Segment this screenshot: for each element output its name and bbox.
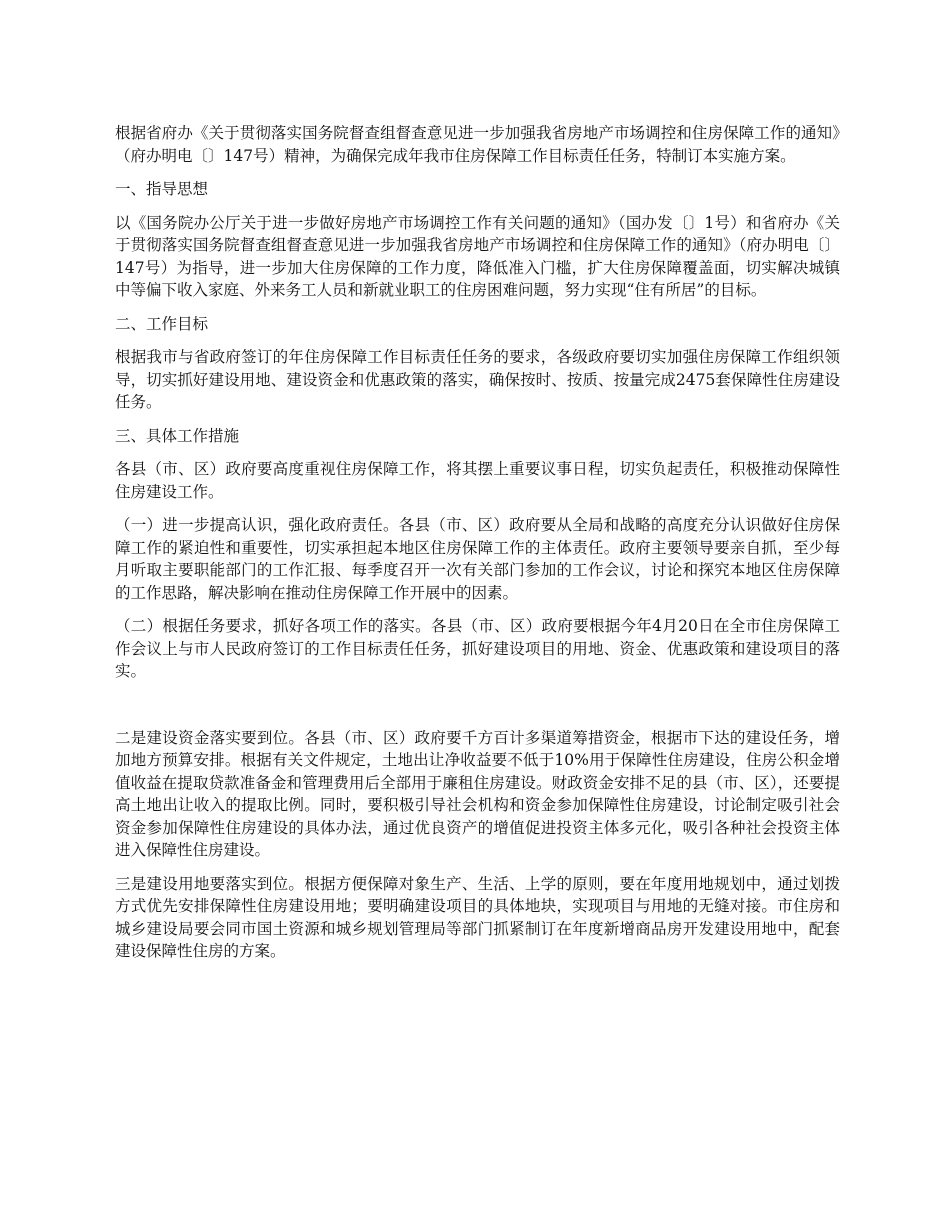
funding-paragraph: 二是建设资金落实要到位。各县（市、区）政府要千方百计多渠道筹措资金，根据市下达的建设任务，增加地方预算安排。根据有关文件规定，土地出让净收益要不低于10%用于保障性住房建设，住房公积金增值收益在提取贷款准备金和管理费用后全部用于廉租住房建设。财政资金安排不足的县（市、区），还要提高土地出让收入的提取比例。同时，要积极引导社会机构和资金参加保障性住房建设，讨论制定吸引社会资金参加保障性住房建设的具体办法，通过优良资产的增值促进投资主体多元化，吸引各种社会投资主体进入保障性住房建设。 <box>115 728 840 859</box>
measure-one-paragraph: （一）进一步提高认识，强化政府责任。各县（市、区）政府要从全局和战略的高度充分认识做好住房保障工作的紧迫性和重要性，切实承担起本地区住房保障工作的主体责任。政府主要领导要亲自抓，至少每月听取主要职能部门的工作汇报、每季度召开一次有关部门参加的工作会议，讨论和探究本地区住房保障的工作思路，解决影响在推动住房保障工作开展中的因素。 <box>115 516 840 602</box>
document-page <box>115 122 840 974</box>
guiding-ideology-paragraph: 以《国务院办公厅关于进一步做好房地产市场调控工作有关问题的通知》（国办发〔〕1号）和省府办《关于贯彻落实国务院督查组督查意见进一步加强我省房地产市场调控和住房保障工作的通知》（府办明电〔〕147号）为指导，进一步加大住房保障的工作力度，降低准入门槛，扩大住房保障覆盖面，切实解决城镇中等偏下收入家庭、外来务工人员和新就业职工的住房困难问题，努力实现“住有所居”的目标。 <box>115 213 840 299</box>
land-use-paragraph: 三是建设用地要落实到位。根据方便保障对象生产、生活、上学的原则，要在年度用地规划中，通过划拨方式优先安排保障性住房建设用地；要明确建设项目的具体地块，实现项目与用地的无缝对接。市住房和城乡建设局要会同市国土资源和城乡规划管理局等部门抓紧制订在年度新增商品房开发建设用地中，配套建设保障性住房的方案。 <box>115 874 840 960</box>
work-goals-paragraph: 根据我市与省政府签订的年住房保障工作目标责任任务的要求，各级政府要切实加强住房保障工作组织领导，切实抓好建设用地、建设资金和优惠政策的落实，确保按时、按质、按量完成2475套保障性住房建设任务。 <box>115 348 840 411</box>
section-heading-guiding-ideology: 一、指导思想 <box>115 180 209 198</box>
blank-gap <box>115 694 840 727</box>
section-heading-specific-measures: 三、具体工作措施 <box>115 426 240 445</box>
section-heading-work-goals: 二、工作目标 <box>115 314 209 333</box>
measure-two-paragraph: （二）根据任务要求，抓好各项工作的落实。各县（市、区）政府要根据今年4月20日在全市住房保障工作会议上与市人民政府签订的工作目标责任任务，抓好建设项目的用地、资金、优惠政策和建设项目的落实。 <box>115 617 840 680</box>
measures-intro-paragraph: 各县（市、区）政府要高度重视住房保障工作，将其摆上重要议事日程，切实负起责任，积极推动保障性住房建设工作。 <box>115 460 840 501</box>
intro-paragraph: 根据省府办《关于贯彻落实国务院督查组督查意见进一步加强我省房地产市场调控和住房保障工作的通知》（府办明电〔〕147号）精神，为确保完成年我市住房保障工作目标责任任务，特制订本实施方案。 <box>115 124 840 165</box>
